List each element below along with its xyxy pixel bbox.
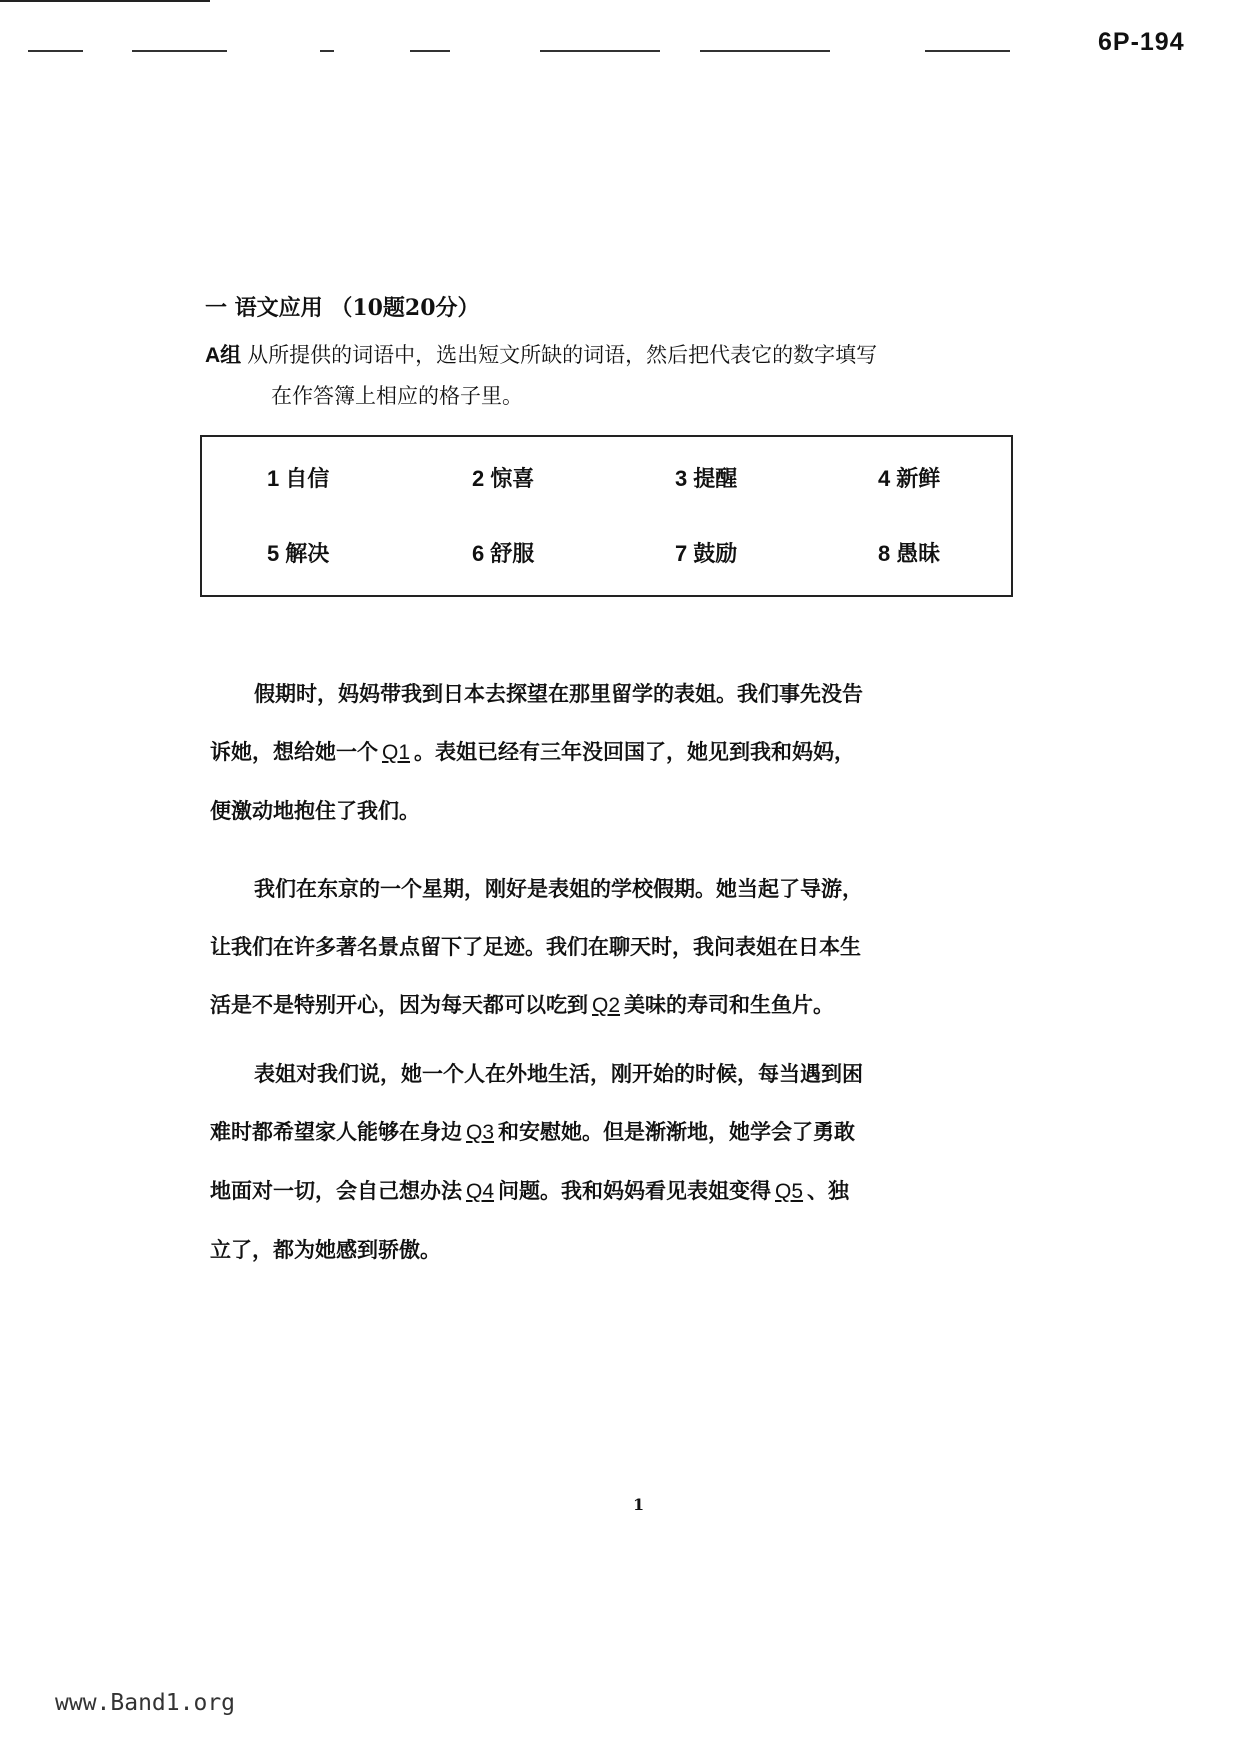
blank-q3: Q3 xyxy=(466,1121,495,1144)
word-bank-item: 1 自信 xyxy=(267,466,330,492)
group-label: A组 xyxy=(205,344,242,367)
instruction-line-2: 在作答簿上相应的格子里。 xyxy=(271,384,523,408)
word-bank-item: 6 舒服 xyxy=(472,541,535,567)
instruction-line-1: 从所提供的词语中，选出短文所缺的词语，然后把代表它的数字填写 xyxy=(247,343,878,367)
word-bank-item: 2 惊喜 xyxy=(472,466,535,492)
header-rule-segment xyxy=(925,50,1010,52)
page-number: 1 xyxy=(633,1495,645,1514)
word-bank-item: 4 新鲜 xyxy=(878,466,941,492)
word-bank-box xyxy=(200,435,1013,597)
header-rule-segment xyxy=(320,50,334,52)
section-title: 一 语文应用 （10题20分） xyxy=(205,295,480,321)
blank-q5: Q5 xyxy=(775,1180,804,1203)
instruction-text xyxy=(205,335,1035,416)
document-code: 6P-194 xyxy=(1098,28,1185,56)
header-rule-segment xyxy=(28,50,83,52)
blank-q2: Q2 xyxy=(592,994,621,1017)
header-rule-segment xyxy=(540,50,660,52)
word-bank-item: 3 提醒 xyxy=(675,466,738,492)
header-rule-segment xyxy=(132,50,227,52)
top-edge-line xyxy=(0,0,210,2)
blank-q4: Q4 xyxy=(466,1180,495,1203)
header-rule-segment xyxy=(410,50,450,52)
word-bank-item: 5 解决 xyxy=(267,541,330,567)
passage-paragraph-3: 表姐对我们说，她一个人在外地生活，刚开始的时候，每当遇到困 难时都希望家人能够在身边 Q3 和安慰她。但是渐渐地，她学会了勇敢 地面对一切，会自己想办法 Q4 问题。我和妈妈看见表姐变得 Q5 、独 立了，都为她感到骄傲。 xyxy=(210,1061,863,1262)
blank-q1: Q1 xyxy=(382,741,411,764)
footer-url: www.Band1.org xyxy=(55,1690,236,1716)
passage-paragraph-1: 假期时，妈妈带我到日本去探望在那里留学的表姐。我们事先没告 诉她，想给她一个 Q1 。表姐已经有三年没回国了，她见到我和妈妈， 便激动地抱住了我们。 xyxy=(210,681,863,823)
word-bank-item: 8 愚昧 xyxy=(878,541,941,567)
header-rule-segment xyxy=(700,50,830,52)
word-bank-item: 7 鼓励 xyxy=(675,541,738,567)
passage-paragraph-2: 我们在东京的一个星期，刚好是表姐的学校假期。她当起了导游， 让我们在许多著名景点留下了足迹。我们在聊天时，我问表姐在日本生 活是不是特别开心，因为每天都可以吃到 Q2 美味的寿司和生鱼片。 xyxy=(210,876,863,1017)
